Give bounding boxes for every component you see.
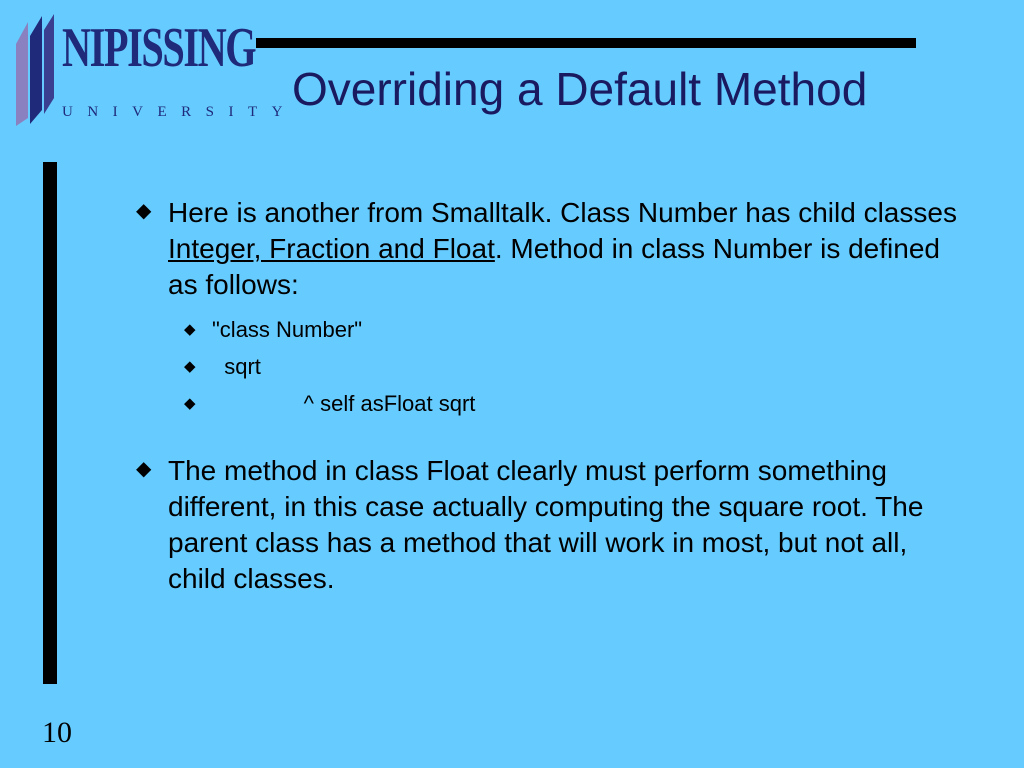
code-text: "class Number": [212, 317, 363, 342]
bullet-text: Here is another from Smalltalk. Class Number has child classes: [168, 197, 957, 228]
logo-wordmark: NIPISSING: [62, 17, 256, 79]
diamond-bullet-icon: ◆: [184, 358, 196, 375]
code-text: sqrt: [212, 354, 261, 379]
code-line: [130, 354, 970, 380]
nipissing-logo: [12, 14, 297, 126]
underlined-class-names: Integer, Fraction and Float: [168, 233, 495, 264]
diamond-bullet-icon: ◆: [184, 321, 196, 338]
code-line: [130, 391, 970, 417]
bullet-item: [130, 453, 970, 597]
top-rule: [256, 38, 916, 48]
logo-subtitle: UNIVERSITY: [62, 104, 297, 120]
slide-content: [130, 195, 970, 597]
diamond-bullet-icon: ◆: [136, 458, 152, 480]
left-rule: [43, 162, 57, 684]
code-text: ^ self asFloat sqrt: [212, 391, 476, 416]
logo-emblem-icon: [12, 14, 62, 126]
page-number: 10: [42, 716, 72, 749]
diamond-bullet-icon: ◆: [136, 200, 152, 222]
bullet-text-end: . Method in class Number is defined as follows:: [168, 233, 940, 300]
slide-title: Overriding a Default Method: [292, 63, 868, 115]
bullet-text: The method in class Float clearly must perform something different, in this case actually computing the square root. The parent class has a method that will work in most, but not all, child classes.: [168, 455, 924, 594]
bullet-item: [130, 195, 970, 303]
code-line: [130, 317, 970, 343]
diamond-bullet-icon: ◆: [184, 395, 196, 412]
